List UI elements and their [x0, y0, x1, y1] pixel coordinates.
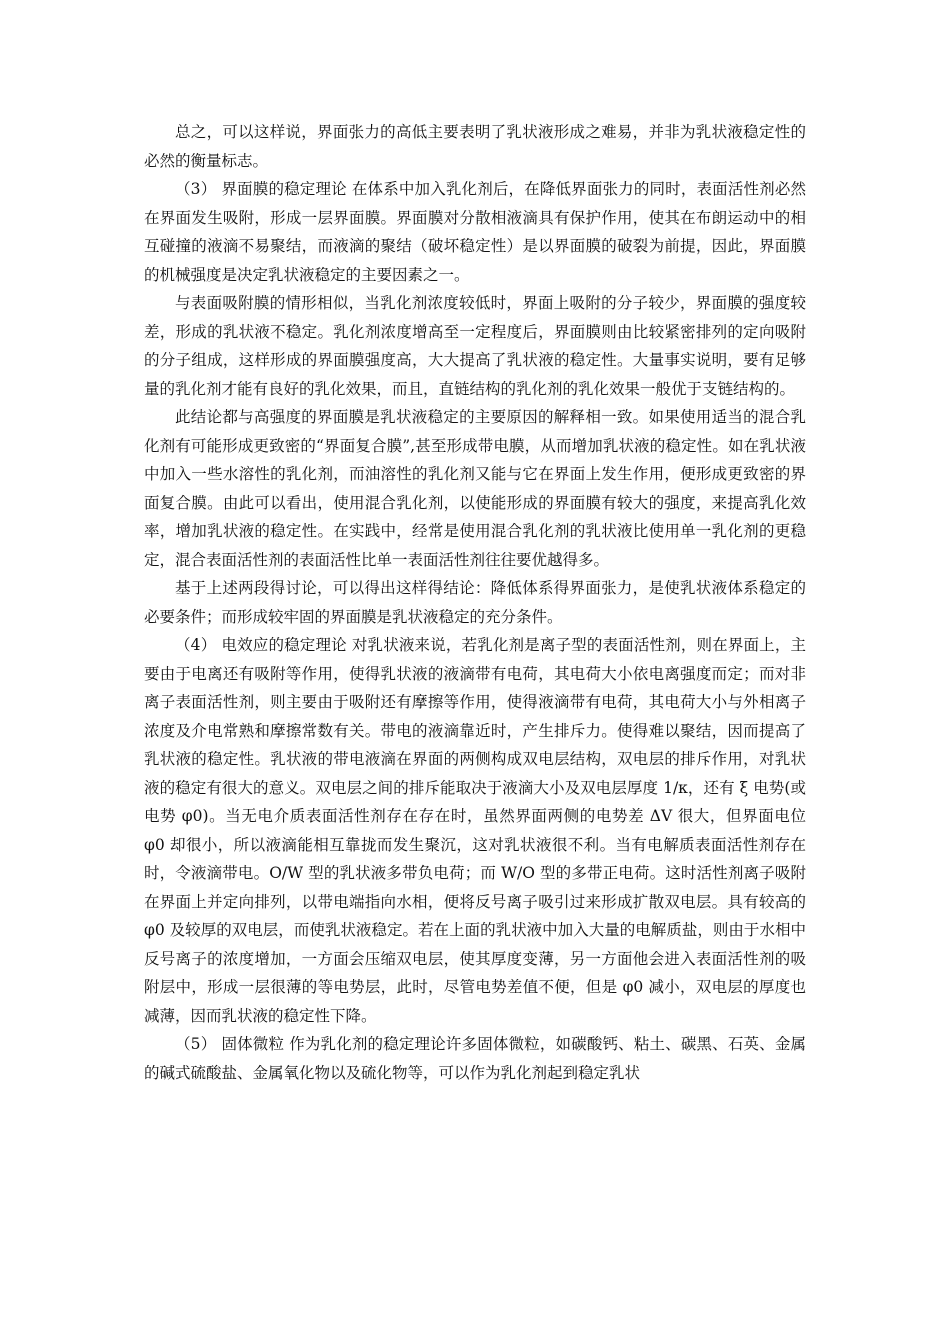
- paragraph-solid-particles-theory: （5） 固体微粒 作为乳化剂的稳定理论许多固体微粒，如碳酸钙、粘土、碳黑、石英、金属的碱式硫酸盐、金属氧化物以及硫化物等，可以作为乳化剂起到稳定乳状: [144, 1035, 806, 1082]
- document-body: [144, 118, 806, 1087]
- paragraph-mixed-emulsifier: 此结论都与高强度的界面膜是乳状液稳定的主要原因的解释相一致。如果使用适当的混合乳化剂有可能形成更致密的“界面复合膜”,甚至形成带电膜，从而增加乳状液的稳定性。如在乳状液中加入一些水溶性的乳化剂，而油溶性的乳化剂又能与它在界面上发生作用，便形成更致密的界面复合膜。由此可以看出，使用混合乳化剂，以使能形成的界面膜有较大的强度，来提高乳化效率，增加乳状液的稳定性。在实践中，经常是使用混合乳化剂的乳状液比使用单一乳化剂的更稳定，混合表面活性剂的表面活性比单一表面活性剂往往要优越得多。: [144, 408, 806, 569]
- paragraph-electric-effect-theory: （4） 电效应的稳定理论 对乳状液来说，若乳化剂是离子型的表面活性剂，则在界面上，主要由于电离还有吸附等作用，使得乳状液的液滴带有电荷，其电荷大小依电离强度而定；而对非离子表面活性剂，则主要由于吸附还有摩擦等作用，使得液滴带有电荷，其电荷大小与外相离子浓度及介电常熟和摩擦常数有关。带电的液滴靠近时，产生排斥力。使得难以聚结，因而提高了乳状液的稳定性。乳状液的带电液滴在界面的两侧构成双电层结构，双电层的排斥作用，对乳状液的稳定有很大的意义。双电层之间的排斥能取决于液滴大小及双电层厚度 1/κ，还有 ξ 电势(或电势 φ0)。当无电介质表面活性剂存在存在时，虽然界面两侧的电势差 ΔV 很大，但界面电位 φ0 却很小，所以液滴能相互靠拢而发生聚沉，这对乳状液很不利。当有电解质表面活性剂存在时，令液滴带电。O/W 型的乳状液多带负电荷；而 W/O 型的多带正电荷。这时活性剂离子吸附在界面上并定向排列，以带电端指向水相，便将反号离子吸引过来形成扩散双电层。具有较高的 φ0 及较厚的双电层，而使乳状液稳定。若在上面的乳状液中加入大量的电解质盐，则由于水相中反号离子的浓度增加，一方面会压缩双电层，使其厚度变薄，另一方面他会进入表面活性剂的吸附层中，形成一层很薄的等电势层，此时，尽管电势差值不便，但是 φ0 减小，双电层的厚度也减薄，因而乳状液的稳定性下降。: [144, 636, 806, 1025]
- paragraph-interfacial-film-theory: （3） 界面膜的稳定理论 在体系中加入乳化剂后，在降低界面张力的同时，表面活性剂必然在界面发生吸附，形成一层界面膜。界面膜对分散相液滴具有保护作用，使其在布朗运动中的相互碰撞的液滴不易聚结，而液滴的聚结（破坏稳定性）是以界面膜的破裂为前提，因此，界面膜的机械强度是决定乳状液稳定的主要因素之一。: [144, 180, 806, 284]
- paragraph-conclusion-interfacial-tension: 总之，可以这样说，界面张力的高低主要表明了乳状液形成之难易，并非为乳状液稳定性的必然的衡量标志。: [144, 123, 806, 170]
- paragraph-emulsifier-concentration: 与表面吸附膜的情形相似，当乳化剂浓度较低时，界面上吸附的分子较少，界面膜的强度较差，形成的乳状液不稳定。乳化剂浓度增高至一定程度后，界面膜则由比较紧密排列的定向吸附的分子组成，这样形成的界面膜强度高，大大提高了乳状液的稳定性。大量事实说明，要有足够量的乳化剂才能有良好的乳化效果，而且，直链结构的乳化剂的乳化效果一般优于支链结构的。: [144, 294, 806, 398]
- paragraph-stability-conditions: 基于上述两段得讨论，可以得出这样得结论：降低体系得界面张力，是使乳状液体系稳定的必要条件；而形成较牢固的界面膜是乳状液稳定的充分条件。: [144, 579, 806, 626]
